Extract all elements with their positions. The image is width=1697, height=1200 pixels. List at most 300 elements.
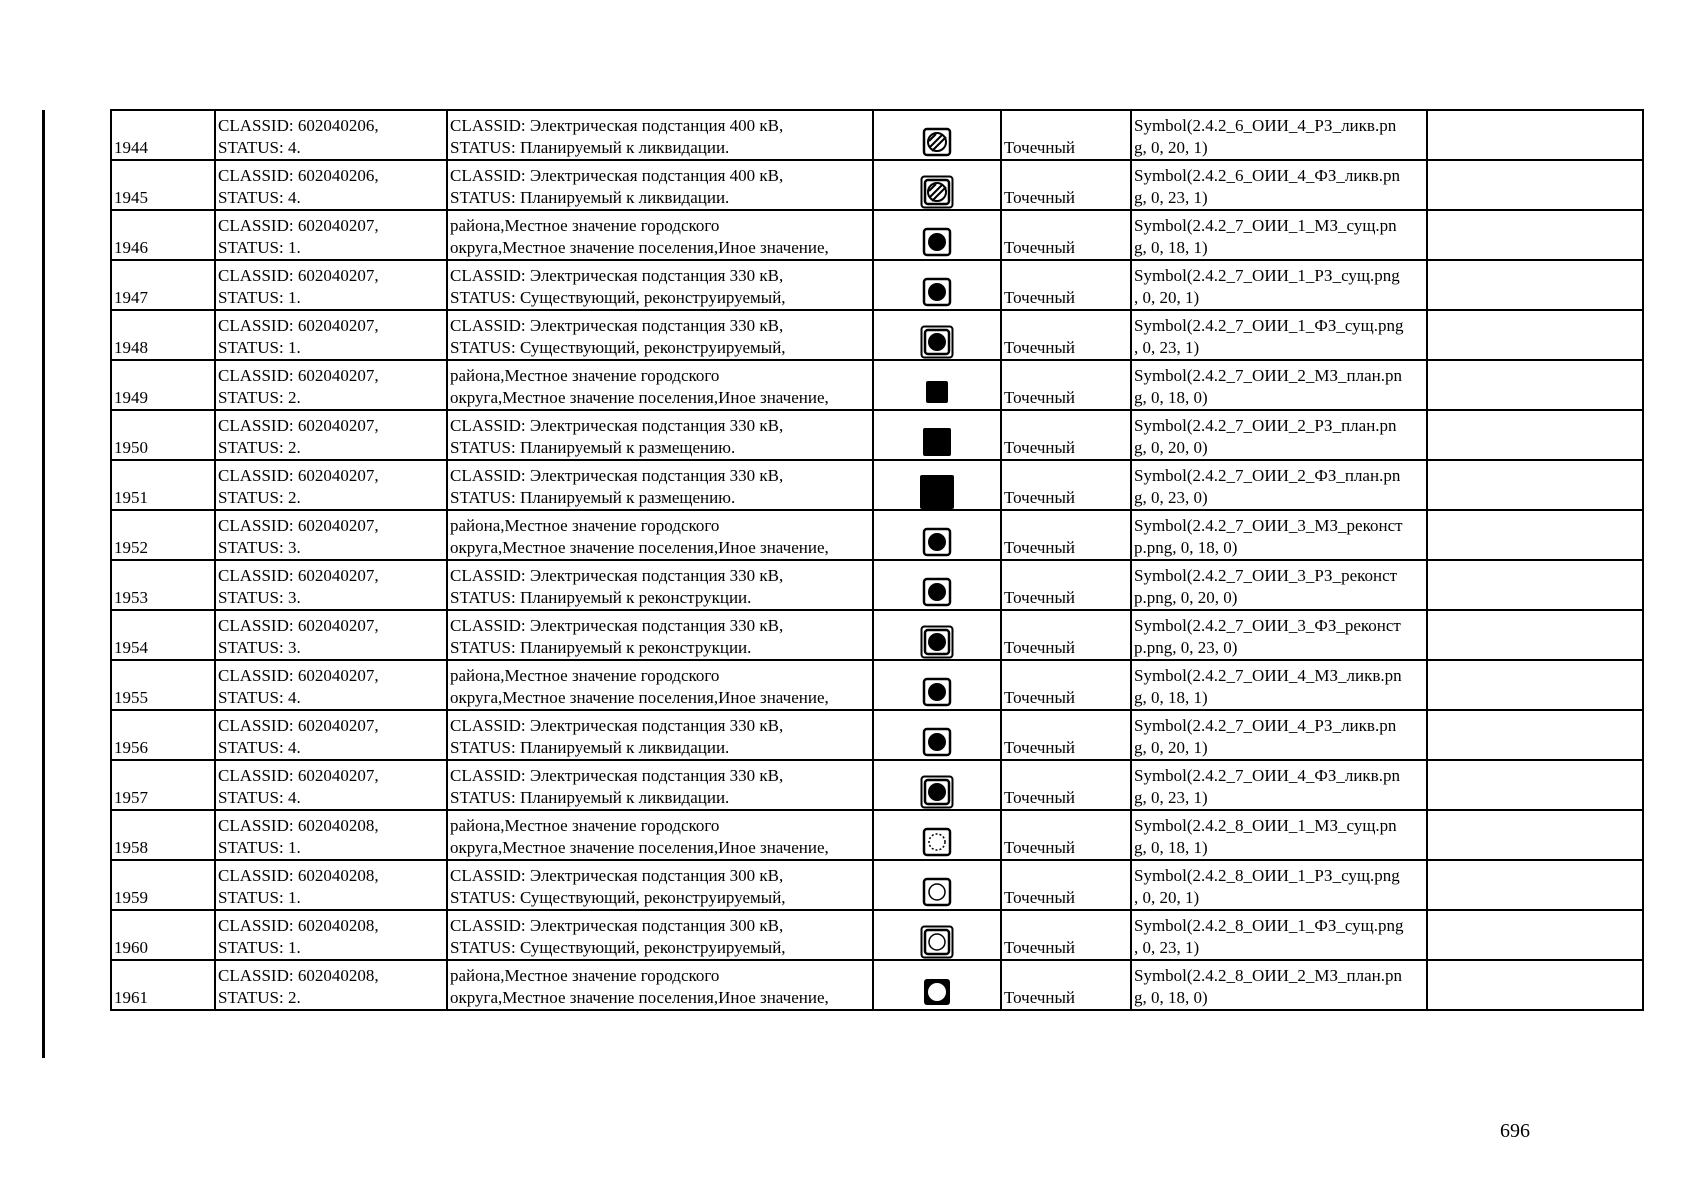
symbol-definition-line-1: Symbol(2.4.2_7_ОИИ_1_МЗ_сущ.pn: [1134, 216, 1397, 235]
description-line-2: STATUS: Планируемый к размещению.: [450, 488, 736, 507]
symbol-definition-line-1: Symbol(2.4.2_7_ОИИ_2_ФЗ_план.pn: [1134, 466, 1401, 485]
description-line-2: STATUS: Планируемый к ликвидации.: [450, 788, 730, 807]
description-line-1: CLASSID: Электрическая подстанция 400 кВ,: [450, 116, 784, 135]
symbol-definition-line-2: g, 0, 20, 1): [1134, 738, 1208, 757]
symbol-image-cell: [873, 760, 1001, 810]
description-line-2: STATUS: Существующий, реконструируемый,: [450, 288, 786, 307]
classid-code: CLASSID: 602040206,: [218, 166, 379, 185]
row-number: 1948: [114, 338, 148, 357]
row-number-cell: [111, 860, 215, 910]
empty-cell: [1427, 660, 1643, 710]
symbol-table: [110, 109, 1644, 1011]
row-number-cell: [111, 810, 215, 860]
status-code: STATUS: 1.: [218, 888, 301, 907]
row-number-cell: [111, 310, 215, 360]
geometry-type-cell: [1001, 660, 1131, 710]
classid-code: CLASSID: 602040207,: [218, 316, 379, 335]
symbol-image-cell: [873, 560, 1001, 610]
row-number-cell: [111, 110, 215, 160]
status-code: STATUS: 4.: [218, 788, 301, 807]
status-code: STATUS: 3.: [218, 588, 301, 607]
table-row: [111, 560, 1643, 610]
description-cell: [447, 610, 873, 660]
classid-cell: [215, 910, 447, 960]
description-cell: [447, 960, 873, 1010]
classid-code: CLASSID: 602040207,: [218, 566, 379, 585]
geometry-type: Точечный: [1004, 788, 1076, 807]
geometry-type-cell: [1001, 460, 1131, 510]
classid-cell: [215, 660, 447, 710]
description-line-2: округа,Местное значение поселения,Иное значение,: [450, 838, 829, 857]
description-line-2: округа,Местное значение поселения,Иное значение,: [450, 988, 829, 1007]
symbol-definition-line-2: g, 0, 18, 0): [1134, 388, 1208, 407]
geometry-type-cell: [1001, 960, 1131, 1010]
empty-cell: [1427, 260, 1643, 310]
symbol-definition-line-1: Symbol(2.4.2_7_ОИИ_4_РЗ_ликв.pn: [1134, 716, 1397, 735]
symbol-definition-cell: [1131, 110, 1427, 160]
description-cell: [447, 510, 873, 560]
geometry-type-cell: [1001, 110, 1131, 160]
symbol-image-cell: [873, 860, 1001, 910]
empty-cell: [1427, 160, 1643, 210]
geometry-type-cell: [1001, 860, 1131, 910]
classid-cell: [215, 210, 447, 260]
symbol-image-cell: [873, 810, 1001, 860]
symbol-definition-line-2: g, 0, 23, 1): [1134, 788, 1208, 807]
geometry-type-cell: [1001, 910, 1131, 960]
classid-code: CLASSID: 602040207,: [218, 616, 379, 635]
geometry-type: Точечный: [1004, 838, 1076, 857]
description-line-2: STATUS: Планируемый к реконструкции.: [450, 588, 752, 607]
symbol-image-cell: [873, 660, 1001, 710]
symbol-definition-line-2: р.png, 0, 20, 0): [1134, 588, 1238, 607]
geometry-type: Точечный: [1004, 188, 1076, 207]
geometry-type: Точечный: [1004, 338, 1076, 357]
status-code: STATUS: 2.: [218, 388, 301, 407]
symbol-definition-line-2: , 0, 20, 1): [1134, 888, 1200, 907]
symbol-image-cell: [873, 410, 1001, 460]
geometry-type: Точечный: [1004, 138, 1076, 157]
geometry-type: Точечный: [1004, 238, 1076, 257]
description-cell: [447, 760, 873, 810]
classid-code: CLASSID: 602040207,: [218, 366, 379, 385]
symbol-definition-cell: [1131, 360, 1427, 410]
symbol-definition-line-1: Symbol(2.4.2_8_ОИИ_1_ФЗ_сущ.png: [1134, 916, 1404, 935]
symbol-definition-line-1: Symbol(2.4.2_8_ОИИ_1_РЗ_сущ.png: [1134, 866, 1400, 885]
empty-cell: [1427, 110, 1643, 160]
description-line-1: района,Местное значение городского: [450, 216, 720, 235]
status-code: STATUS: 1.: [218, 238, 301, 257]
symbol-table-body: [111, 110, 1643, 1010]
symbol-image-cell: [873, 710, 1001, 760]
empty-cell: [1427, 560, 1643, 610]
geometry-type: Точечный: [1004, 638, 1076, 657]
description-line-2: STATUS: Планируемый к ликвидации.: [450, 738, 730, 757]
symbol-definition-line-2: g, 0, 20, 0): [1134, 438, 1208, 457]
row-number-cell: [111, 710, 215, 760]
description-cell: [447, 410, 873, 460]
left-margin-rule: [42, 110, 45, 1058]
symbol-definition-cell: [1131, 860, 1427, 910]
classid-code: CLASSID: 602040207,: [218, 516, 379, 535]
substation-filled-circle-double-square-icon: [920, 325, 954, 359]
symbol-image-cell: [873, 460, 1001, 510]
table-row: [111, 160, 1643, 210]
classid-cell: [215, 460, 447, 510]
description-cell: [447, 210, 873, 260]
row-number: 1949: [114, 388, 148, 407]
description-cell: [447, 360, 873, 410]
classid-code: CLASSID: 602040207,: [218, 466, 379, 485]
substation-hatched-double-square-icon: [920, 175, 954, 209]
table-row: [111, 510, 1643, 560]
description-cell: [447, 860, 873, 910]
symbol-definition-line-1: Symbol(2.4.2_7_ОИИ_2_МЗ_план.pn: [1134, 366, 1402, 385]
description-cell: [447, 110, 873, 160]
symbol-definition-line-1: Symbol(2.4.2_8_ОИИ_2_МЗ_план.pn: [1134, 966, 1402, 985]
substation-dotted-circle-square-icon: [920, 825, 954, 859]
description-line-2: округа,Местное значение поселения,Иное значение,: [450, 238, 829, 257]
geometry-type-cell: [1001, 560, 1131, 610]
row-number: 1951: [114, 488, 148, 507]
substation-filled-circle-double-square-icon: [920, 625, 954, 659]
symbol-definition-cell: [1131, 260, 1427, 310]
geometry-type: Точечный: [1004, 288, 1076, 307]
classid-cell: [215, 610, 447, 660]
symbol-definition-line-1: Symbol(2.4.2_7_ОИИ_1_ФЗ_сущ.png: [1134, 316, 1404, 335]
classid-cell: [215, 310, 447, 360]
symbol-definition-cell: [1131, 410, 1427, 460]
table-row: [111, 610, 1643, 660]
status-code: STATUS: 4.: [218, 738, 301, 757]
classid-cell: [215, 960, 447, 1010]
geometry-type: Точечный: [1004, 538, 1076, 557]
symbol-definition-line-2: , 0, 23, 1): [1134, 338, 1200, 357]
symbol-image-cell: [873, 160, 1001, 210]
classid-cell: [215, 810, 447, 860]
symbol-definition-line-1: Symbol(2.4.2_8_ОИИ_1_МЗ_сущ.pn: [1134, 816, 1397, 835]
description-cell: [447, 810, 873, 860]
symbol-definition-line-2: g, 0, 23, 0): [1134, 488, 1208, 507]
table-row: [111, 410, 1643, 460]
table-row: [111, 360, 1643, 410]
symbol-image-cell: [873, 910, 1001, 960]
table-row: [111, 310, 1643, 360]
empty-cell: [1427, 710, 1643, 760]
symbol-image-cell: [873, 110, 1001, 160]
classid-cell: [215, 260, 447, 310]
description-line-1: CLASSID: Электрическая подстанция 330 кВ,: [450, 716, 784, 735]
geometry-type-cell: [1001, 810, 1131, 860]
status-code: STATUS: 4.: [218, 138, 301, 157]
description-line-2: STATUS: Планируемый к реконструкции.: [450, 638, 752, 657]
description-cell: [447, 910, 873, 960]
classid-code: CLASSID: 602040207,: [218, 216, 379, 235]
geometry-type: Точечный: [1004, 738, 1076, 757]
symbol-definition-line-2: , 0, 23, 1): [1134, 938, 1200, 957]
geometry-type: Точечный: [1004, 688, 1076, 707]
classid-code: CLASSID: 602040208,: [218, 816, 379, 835]
description-line-1: CLASSID: Электрическая подстанция 400 кВ,: [450, 166, 784, 185]
status-code: STATUS: 3.: [218, 538, 301, 557]
row-number-cell: [111, 760, 215, 810]
table-row: [111, 710, 1643, 760]
geometry-type: Точечный: [1004, 388, 1076, 407]
symbol-image-cell: [873, 610, 1001, 660]
substation-filled-circle-square-icon: [920, 525, 954, 559]
classid-cell: [215, 760, 447, 810]
row-number: 1947: [114, 288, 148, 307]
table-row: [111, 760, 1643, 810]
status-code: STATUS: 4.: [218, 188, 301, 207]
description-line-1: CLASSID: Электрическая подстанция 300 кВ,: [450, 916, 784, 935]
status-code: STATUS: 1.: [218, 838, 301, 857]
symbol-definition-line-1: Symbol(2.4.2_7_ОИИ_4_МЗ_ликв.pn: [1134, 666, 1402, 685]
row-number: 1956: [114, 738, 148, 757]
description-line-2: STATUS: Планируемый к ликвидации.: [450, 188, 730, 207]
status-code: STATUS: 3.: [218, 638, 301, 657]
geometry-type-cell: [1001, 210, 1131, 260]
symbol-image-cell: [873, 360, 1001, 410]
geometry-type: Точечный: [1004, 438, 1076, 457]
description-cell: [447, 260, 873, 310]
description-cell: [447, 710, 873, 760]
empty-cell: [1427, 360, 1643, 410]
symbol-definition-line-1: Symbol(2.4.2_7_ОИИ_3_РЗ_реконст: [1134, 566, 1398, 585]
symbol-definition-line-1: Symbol(2.4.2_6_ОИИ_4_ФЗ_ликв.pn: [1134, 166, 1400, 185]
row-number-cell: [111, 960, 215, 1010]
description-line-1: района,Местное значение городского: [450, 966, 720, 985]
substation-filled-circle-square-icon: [920, 275, 954, 309]
symbol-definition-line-2: g, 0, 18, 0): [1134, 988, 1208, 1007]
row-number: 1955: [114, 688, 148, 707]
classid-code: CLASSID: 602040206,: [218, 116, 379, 135]
empty-cell: [1427, 410, 1643, 460]
symbol-image-cell: [873, 310, 1001, 360]
status-code: STATUS: 2.: [218, 438, 301, 457]
row-number: 1954: [114, 638, 148, 657]
row-number-cell: [111, 610, 215, 660]
symbol-definition-line-1: Symbol(2.4.2_7_ОИИ_2_РЗ_план.pn: [1134, 416, 1397, 435]
classid-code: CLASSID: 602040208,: [218, 916, 379, 935]
geometry-type-cell: [1001, 410, 1131, 460]
row-number: 1952: [114, 538, 148, 557]
description-line-1: CLASSID: Электрическая подстанция 330 кВ,: [450, 566, 784, 585]
geometry-type-cell: [1001, 360, 1131, 410]
description-line-1: CLASSID: Электрическая подстанция 330 кВ,: [450, 316, 784, 335]
row-number-cell: [111, 410, 215, 460]
status-code: STATUS: 1.: [218, 288, 301, 307]
classid-cell: [215, 860, 447, 910]
row-number: 1958: [114, 838, 148, 857]
geometry-type-cell: [1001, 610, 1131, 660]
symbol-definition-line-2: р.png, 0, 23, 0): [1134, 638, 1238, 657]
description-line-1: CLASSID: Электрическая подстанция 300 кВ,: [450, 866, 784, 885]
classid-cell: [215, 110, 447, 160]
table-row: [111, 210, 1643, 260]
table-row: [111, 860, 1643, 910]
symbol-definition-cell: [1131, 210, 1427, 260]
classid-code: CLASSID: 602040207,: [218, 266, 379, 285]
row-number-cell: [111, 210, 215, 260]
substation-hatched-square-icon: [920, 125, 954, 159]
row-number: 1950: [114, 438, 148, 457]
geometry-type: Точечный: [1004, 488, 1076, 507]
substation-open-circle-square-icon: [920, 875, 954, 909]
classid-cell: [215, 510, 447, 560]
description-line-2: STATUS: Планируемый к размещению.: [450, 438, 736, 457]
row-number: 1945: [114, 188, 148, 207]
classid-code: CLASSID: 602040208,: [218, 966, 379, 985]
description-cell: [447, 160, 873, 210]
description-line-1: CLASSID: Электрическая подстанция 330 кВ,: [450, 416, 784, 435]
description-line-1: района,Местное значение городского: [450, 816, 720, 835]
geometry-type-cell: [1001, 160, 1131, 210]
classid-cell: [215, 360, 447, 410]
symbol-definition-cell: [1131, 810, 1427, 860]
row-number: 1953: [114, 588, 148, 607]
description-cell: [447, 560, 873, 610]
row-number-cell: [111, 510, 215, 560]
status-code: STATUS: 2.: [218, 988, 301, 1007]
symbol-image-cell: [873, 260, 1001, 310]
symbol-definition-cell: [1131, 460, 1427, 510]
description-line-2: STATUS: Существующий, реконструируемый,: [450, 338, 786, 357]
page-number: 696: [1500, 1120, 1530, 1142]
symbol-definition-cell: [1131, 910, 1427, 960]
row-number-cell: [111, 660, 215, 710]
classid-code: CLASSID: 602040207,: [218, 716, 379, 735]
row-number: 1957: [114, 788, 148, 807]
table-row: [111, 460, 1643, 510]
substation-solid-square-large-icon: [920, 475, 954, 509]
empty-cell: [1427, 210, 1643, 260]
row-number: 1946: [114, 238, 148, 257]
symbol-image-cell: [873, 510, 1001, 560]
table-row: [111, 960, 1643, 1010]
empty-cell: [1427, 810, 1643, 860]
description-cell: [447, 460, 873, 510]
row-number-cell: [111, 360, 215, 410]
description-line-1: района,Местное значение городского: [450, 666, 720, 685]
table-row: [111, 660, 1643, 710]
geometry-type: Точечный: [1004, 588, 1076, 607]
classid-code: CLASSID: 602040207,: [218, 416, 379, 435]
empty-cell: [1427, 960, 1643, 1010]
row-number: 1959: [114, 888, 148, 907]
status-code: STATUS: 4.: [218, 688, 301, 707]
empty-cell: [1427, 310, 1643, 360]
empty-cell: [1427, 860, 1643, 910]
classid-cell: [215, 560, 447, 610]
symbol-definition-line-2: р.png, 0, 18, 0): [1134, 538, 1238, 557]
row-number-cell: [111, 460, 215, 510]
symbol-definition-line-2: g, 0, 20, 1): [1134, 138, 1208, 157]
symbol-definition-line-2: g, 0, 18, 1): [1134, 838, 1208, 857]
symbol-definition-line-2: g, 0, 23, 1): [1134, 188, 1208, 207]
description-line-1: района,Местное значение городского: [450, 366, 720, 385]
geometry-type: Точечный: [1004, 888, 1076, 907]
row-number: 1960: [114, 938, 148, 957]
description-cell: [447, 310, 873, 360]
substation-solid-square-medium-icon: [920, 425, 954, 459]
geometry-type-cell: [1001, 310, 1131, 360]
symbol-definition-cell: [1131, 710, 1427, 760]
description-line-2: STATUS: Существующий, реконструируемый,: [450, 888, 786, 907]
symbol-definition-cell: [1131, 660, 1427, 710]
geometry-type: Точечный: [1004, 988, 1076, 1007]
empty-cell: [1427, 910, 1643, 960]
symbol-definition-line-1: Symbol(2.4.2_7_ОИИ_3_МЗ_реконст: [1134, 516, 1403, 535]
empty-cell: [1427, 760, 1643, 810]
classid-code: CLASSID: 602040208,: [218, 866, 379, 885]
table-row: [111, 110, 1643, 160]
symbol-definition-cell: [1131, 610, 1427, 660]
symbol-definition-line-1: Symbol(2.4.2_6_ОИИ_4_РЗ_ликв.pn: [1134, 116, 1397, 135]
substation-filled-circle-double-square-icon: [920, 775, 954, 809]
row-number-cell: [111, 560, 215, 610]
symbol-image-cell: [873, 210, 1001, 260]
symbol-definition-cell: [1131, 310, 1427, 360]
geometry-type: Точечный: [1004, 938, 1076, 957]
description-line-1: района,Местное значение городского: [450, 516, 720, 535]
row-number: 1944: [114, 138, 148, 157]
substation-filled-circle-square-icon: [920, 725, 954, 759]
empty-cell: [1427, 610, 1643, 660]
classid-cell: [215, 160, 447, 210]
table-row: [111, 810, 1643, 860]
row-number-cell: [111, 260, 215, 310]
symbol-definition-cell: [1131, 510, 1427, 560]
geometry-type-cell: [1001, 760, 1131, 810]
classid-cell: [215, 710, 447, 760]
geometry-type-cell: [1001, 510, 1131, 560]
symbol-definition-cell: [1131, 760, 1427, 810]
symbol-definition-cell: [1131, 960, 1427, 1010]
symbol-definition-line-2: g, 0, 18, 1): [1134, 688, 1208, 707]
row-number: 1961: [114, 988, 148, 1007]
description-line-2: STATUS: Существующий, реконструируемый,: [450, 938, 786, 957]
status-code: STATUS: 1.: [218, 338, 301, 357]
status-code: STATUS: 2.: [218, 488, 301, 507]
description-line-1: CLASSID: Электрическая подстанция 330 кВ,: [450, 766, 784, 785]
description-line-2: округа,Местное значение поселения,Иное значение,: [450, 538, 829, 557]
symbol-definition-line-1: Symbol(2.4.2_7_ОИИ_1_РЗ_сущ.png: [1134, 266, 1400, 285]
table-row: [111, 260, 1643, 310]
substation-filled-circle-square-icon: [920, 225, 954, 259]
symbol-definition-cell: [1131, 160, 1427, 210]
description-line-2: STATUS: Планируемый к ликвидации.: [450, 138, 730, 157]
classid-code: CLASSID: 602040207,: [218, 766, 379, 785]
table-row: [111, 910, 1643, 960]
symbol-definition-line-2: g, 0, 18, 1): [1134, 238, 1208, 257]
status-code: STATUS: 1.: [218, 938, 301, 957]
symbol-image-cell: [873, 960, 1001, 1010]
description-line-1: CLASSID: Электрическая подстанция 330 кВ,: [450, 466, 784, 485]
classid-cell: [215, 410, 447, 460]
substation-filled-circle-square-icon: [920, 675, 954, 709]
empty-cell: [1427, 460, 1643, 510]
symbol-definition-line-1: Symbol(2.4.2_7_ОИИ_4_ФЗ_ликв.pn: [1134, 766, 1400, 785]
substation-filled-circle-square-icon: [920, 575, 954, 609]
description-line-2: округа,Местное значение поселения,Иное значение,: [450, 388, 829, 407]
symbol-definition-cell: [1131, 560, 1427, 610]
substation-solid-square-small-icon: [920, 375, 954, 409]
symbol-definition-line-2: , 0, 20, 1): [1134, 288, 1200, 307]
description-line-1: CLASSID: Электрическая подстанция 330 кВ,: [450, 266, 784, 285]
description-cell: [447, 660, 873, 710]
substation-open-circle-double-square-icon: [920, 925, 954, 959]
